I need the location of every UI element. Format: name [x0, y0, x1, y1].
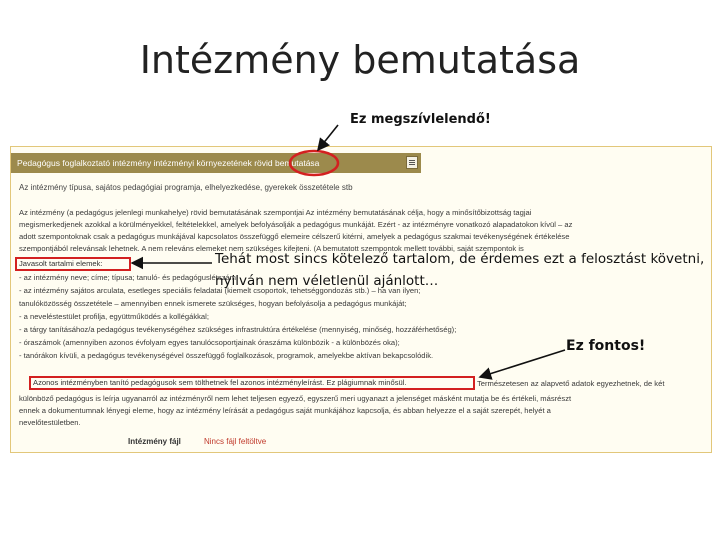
closing-line: nevelőtestületben.: [19, 418, 81, 427]
list-item: - az intézmény neve; címe; típusa; tanuló- és pedagóguslétszám;: [19, 273, 239, 282]
callout-right: Ez fontos!: [566, 338, 646, 354]
callout-top: Ez megszívlelendő!: [350, 112, 491, 127]
overlay-note: Tehát most sincs kötelező tartalom, de érdemes ezt a felosztást követni, nyilván nem véletlenül ajánlott…: [215, 251, 705, 289]
paragraph-line: megismerkedjenek azokkal a körülményekkel, feltételekkel, amelyek befolyásolják a pedagógus munkáját. Ezért - az intézményre vonatkozó alapadatokon kívül – az: [19, 220, 573, 229]
suggested-elements-label: Javasolt tartalmi elemek:: [15, 257, 131, 271]
list-item: - az intézmény sajátos arculata, esetleges speciális feladatai (kiemelt csoportok, tehetséggondozás stb.) – ha van ilyen;: [19, 286, 421, 295]
paragraph-line: Az intézmény (a pedagógus jelenlegi munkahelye) rövid bemutatásának szempontjai Az intézmény bemutatásának célja, hogy a minősítőbizottság tagjai: [19, 208, 532, 217]
edit-icon[interactable]: [406, 156, 418, 169]
list-item: - a neveléstestület profilja, együttműködés a kollégákkal;: [19, 312, 209, 321]
warning-continuation: Természetesen az alapvető adatok egyezhetnek, de két: [477, 379, 665, 388]
intro-text: Az intézmény típusa, sajátos pedagógiai programja, elhelyezkedése, gyerekek összetétele stb: [19, 183, 353, 192]
file-label: Intézmény fájl: [128, 437, 181, 446]
slide-title: Intézmény bemutatása: [139, 38, 581, 82]
list-item: - a tárgy tanításához/a pedagógus tevékenységéhez szükséges infrastruktúra értékelése (mennyiség, minőség, hozzáférhetőség);: [19, 325, 457, 334]
list-item: - tanórákon kívüli, a pedagógus tevékenységével összefüggő foglalkozások, programok, amelyekbe aktívan bekapcsolódik.: [19, 351, 434, 360]
paragraph-line: adott szempontoknak csak a pedagógus munkájával kapcsolatos összefüggő elemeire célszerű kitérni, amelyek a pedagógus szakmai tevékenységének értékelése: [19, 232, 570, 241]
form-panel: [10, 146, 712, 453]
closing-line: ennek a dokumentumnak lényegi eleme, hogy az intézmény leírását a pedagógus saját munkájához kapcsolja, és abban helyezze el a saját szerepét, helyét a: [19, 406, 551, 415]
list-item: tanulóközösség összetétele – amennyiben ennek ismerete szükséges, hogyan befolyásolja a pedagógus munkáját;: [19, 299, 407, 308]
paragraph-line: szempontjából relevánsak lehetnek. A nem releváns elemeket nem szükséges kifejteni. (A bemutatott szempontok mellett további, saját szempontok is: [19, 244, 524, 253]
list-item: - óraszámok (amennyiben azonos évfolyam egyes tanulócsoportjainak óraszáma különbözik - a különbözés oka);: [19, 338, 400, 347]
file-status-link[interactable]: Nincs fájl feltöltve: [204, 437, 267, 446]
plagiarism-warning: Azonos intézményben tanító pedagógusok sem tölthetnek fel azonos intézményleírást. Ez plágiumnak minősül.: [29, 376, 475, 390]
panel-header: Pedagógus foglalkoztató intézmény intézményi környezetének rövid bemutatása: [11, 153, 421, 173]
closing-line: különböző pedagógus is leírja ugyanarról az intézményről nem lehet teljesen egyező, egyszerű meri ugyanazt a jelenséget másként mutatja be és értékeli, másrészt: [19, 394, 572, 403]
